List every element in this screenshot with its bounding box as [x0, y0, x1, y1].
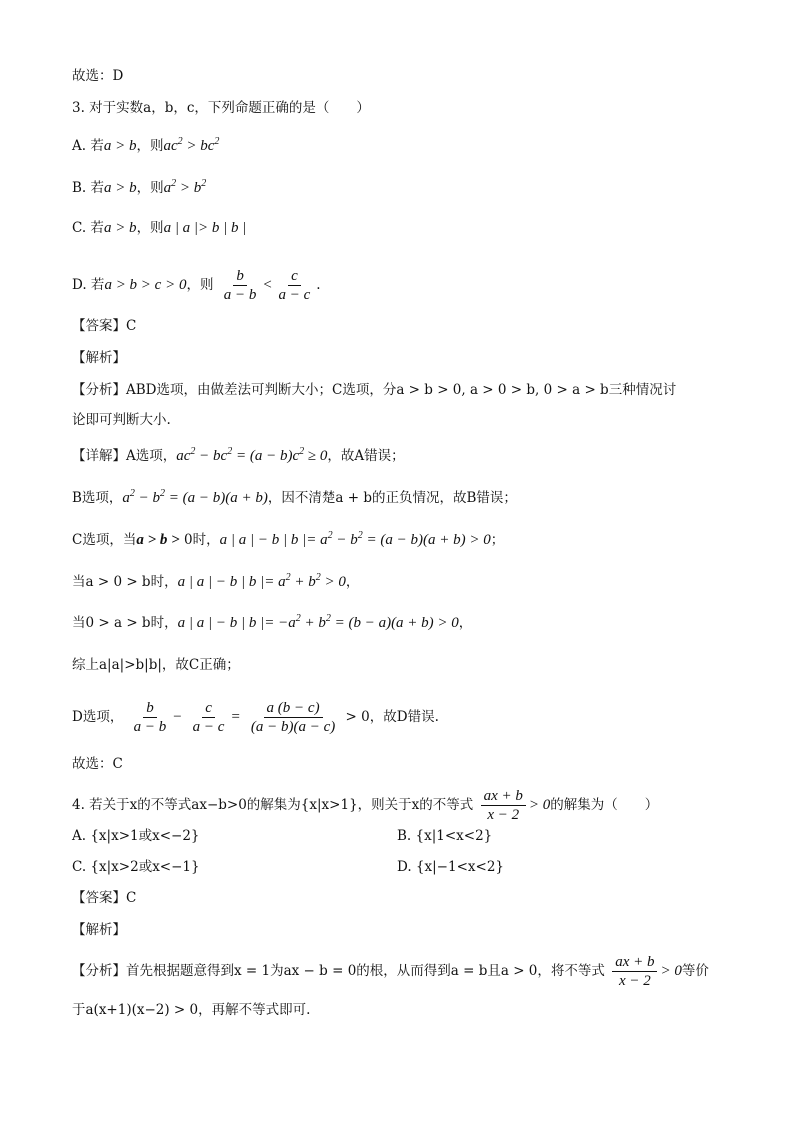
q3-case-2: 当a > 0 > b时，a | a | − b | b |= $a^2 + b^2 > 0$，: [72, 572, 360, 590]
q4-fenxi-line1: 【分析】首先根据题意得到x = 1为ax − b = 0的根，从而得到a = b且a > 0，将不等式 $\frac{ax + b}{x - 2}$ > 0等价: [72, 954, 709, 989]
q3-detail-c: C选项，当a > b > 0时，a | a | − b | b |= $a^2 - b^2 = (a - b)(a + b) > 0$；: [72, 530, 505, 548]
q4-fenxi-line2: 于a(x+1)(x−2) > 0，再解不等式即可.: [72, 1002, 311, 1018]
fraction: $\frac{ax + b}{x - 2}$: [481, 788, 526, 823]
q3-final-answer: 故选：C: [72, 756, 123, 772]
q4-option-c: C. {x|x>2或x<−1}: [72, 859, 200, 875]
q3-answer-tag: 【答案】C: [72, 318, 137, 334]
q3-analysis-tag: 【解析】: [72, 350, 126, 366]
fraction: $\frac{b}{a - b}$: [223, 268, 257, 303]
q3-option-b: B. 若a > b，则$a^2 > b^2$: [72, 178, 207, 196]
q3-stem: 3. 对于实数a，b，c，下列命题正确的是（ ）: [72, 100, 370, 116]
q3-option-c: C. 若a > b，则a | a |> b | b |: [72, 220, 247, 236]
q2-final-answer: 故选：D: [72, 68, 124, 84]
q3-summary: 综上a|a|>b|b|，故C正确；: [72, 657, 240, 673]
q3-case-3: 当0 > a > b时，a | a | − b | b |= $-a^2 + b^2 = (b - a)(a + b) > 0$，: [72, 613, 473, 631]
q4-option-b: B. {x|1<x<2}: [397, 828, 493, 844]
q3-detail-a: 【详解】A选项，$ac^2 - bc^2 = (a - b)c^2 \ge 0$，故A错误；: [72, 446, 405, 464]
fraction: $\frac{b}{a - b}$: [133, 700, 167, 735]
fraction: $\frac{c}{a - c}$: [192, 700, 225, 735]
q4-stem: 4. 若关于x的不等式ax−b>0的解集为{x|x>1}，则关于x的不等式 $\frac{ax + b}{x - 2}$ > 0的解集为（ ）: [72, 788, 659, 823]
q4-answer-tag: 【答案】C: [72, 890, 137, 906]
fraction: $\frac{a (b - c)}{(a - b)(a - c)}$: [250, 700, 336, 735]
q3-option-a: A. 若a > b，则$ac^2 > bc^2$: [72, 136, 220, 154]
q4-analysis-tag: 【解析】: [72, 922, 126, 938]
fraction: $\frac{ax + b}{x - 2}$: [612, 954, 657, 989]
q4-option-d: D. {x|−1<x<2}: [397, 859, 504, 875]
q4-option-a: A. {x|x>1或x<−2}: [72, 828, 200, 844]
q3-detail-b: B选项，$a^2 - b^2 = (a - b)(a + b)$，因不清楚a + b的正负情况，故B错误；: [72, 488, 517, 506]
q3-fenxi-line2: 论即可判断大小.: [72, 412, 171, 428]
q3-fenxi-line1: 【分析】ABD选项，由做差法可判断大小；C选项，分a > b > 0, a > 0 > b, 0 > a > b三种情况讨: [72, 382, 677, 398]
fraction: $\frac{c}{a - c}$: [278, 268, 311, 303]
q3-option-d: D. 若a > b > c > 0，则 $\frac{b}{a - b}$ < $\frac{c}{a - c}$ .: [72, 268, 321, 303]
q3-detail-d: D选项， $\frac{b}{a - b}$ − $\frac{c}{a - c}$ = $\frac{a (b - c)}{(a - b)(a - c)}$ > 0，故D错误.: [72, 700, 439, 735]
